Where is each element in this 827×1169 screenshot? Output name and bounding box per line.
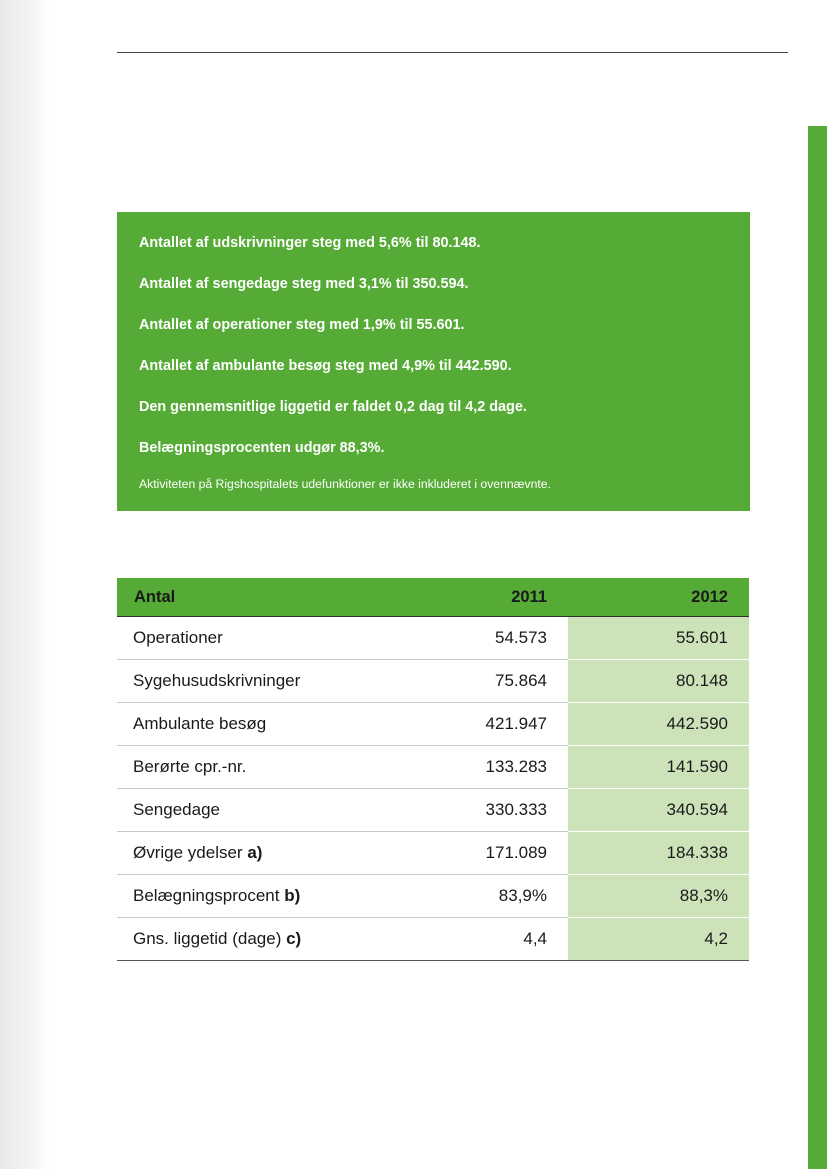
green-side-bar xyxy=(808,126,827,1169)
table-row xyxy=(117,703,749,746)
value-2012: 141.590 xyxy=(568,746,749,789)
table-row xyxy=(117,617,749,660)
value-2011: 4,4 xyxy=(448,918,568,961)
footnote-marker: b) xyxy=(284,886,301,905)
value-2012: 80.148 xyxy=(568,660,749,703)
row-label: Ambulante besøg xyxy=(117,703,448,746)
highlight-line: Den gennemsnitlige liggetid er faldet 0,2 dag til 4,2 dage. xyxy=(139,399,527,415)
value-2011: 330.333 xyxy=(448,789,568,832)
row-label: Berørte cpr.-nr. xyxy=(117,746,448,789)
value-2012: 88,3% xyxy=(568,875,749,918)
table-row xyxy=(117,918,749,961)
row-label: Sengedage xyxy=(117,789,448,832)
header-antal: Antal xyxy=(117,578,448,617)
highlight-line: Belægningsprocenten udgør 88,3%. xyxy=(139,440,385,456)
value-2012: 184.338 xyxy=(568,832,749,875)
header-2012: 2012 xyxy=(568,578,749,617)
footnote-marker: a) xyxy=(247,843,263,862)
row-label: Belægningsprocent b) xyxy=(117,875,448,918)
row-label: Gns. liggetid (dage) c) xyxy=(117,918,448,961)
row-label: Øvrige ydelser a) xyxy=(117,832,448,875)
table-row xyxy=(117,789,749,832)
top-rule xyxy=(117,52,788,53)
row-label: Operationer xyxy=(117,617,448,660)
highlight-line: Antallet af ambulante besøg steg med 4,9% til 442.590. xyxy=(139,358,512,374)
left-page-shadow xyxy=(0,0,50,1169)
highlight-line: Antallet af udskrivninger steg med 5,6% til 80.148. xyxy=(139,235,481,251)
footnote-marker: c) xyxy=(286,929,302,948)
value-2011: 54.573 xyxy=(448,617,568,660)
table-row xyxy=(117,875,749,918)
highlight-line: Antallet af operationer steg med 1,9% til 55.601. xyxy=(139,317,465,333)
value-2011: 171.089 xyxy=(448,832,568,875)
table-row xyxy=(117,660,749,703)
value-2012: 55.601 xyxy=(568,617,749,660)
value-2011: 133.283 xyxy=(448,746,568,789)
header-2011: 2011 xyxy=(448,578,568,617)
value-2012: 4,2 xyxy=(568,918,749,961)
value-2011: 421.947 xyxy=(448,703,568,746)
value-2011: 83,9% xyxy=(448,875,568,918)
table-row xyxy=(117,746,749,789)
highlight-note: Aktiviteten på Rigshospitalets udefunktioner er ikke inkluderet i ovennævnte. xyxy=(139,477,551,491)
row-label: Sygehusudskrivninger xyxy=(117,660,448,703)
table-header-row xyxy=(117,578,749,617)
activity-table xyxy=(117,578,749,961)
value-2012: 442.590 xyxy=(568,703,749,746)
value-2011: 75.864 xyxy=(448,660,568,703)
highlight-line: Antallet af sengedage steg med 3,1% til 350.594. xyxy=(139,276,469,292)
value-2012: 340.594 xyxy=(568,789,749,832)
table-row xyxy=(117,832,749,875)
key-figures-box xyxy=(117,212,750,511)
